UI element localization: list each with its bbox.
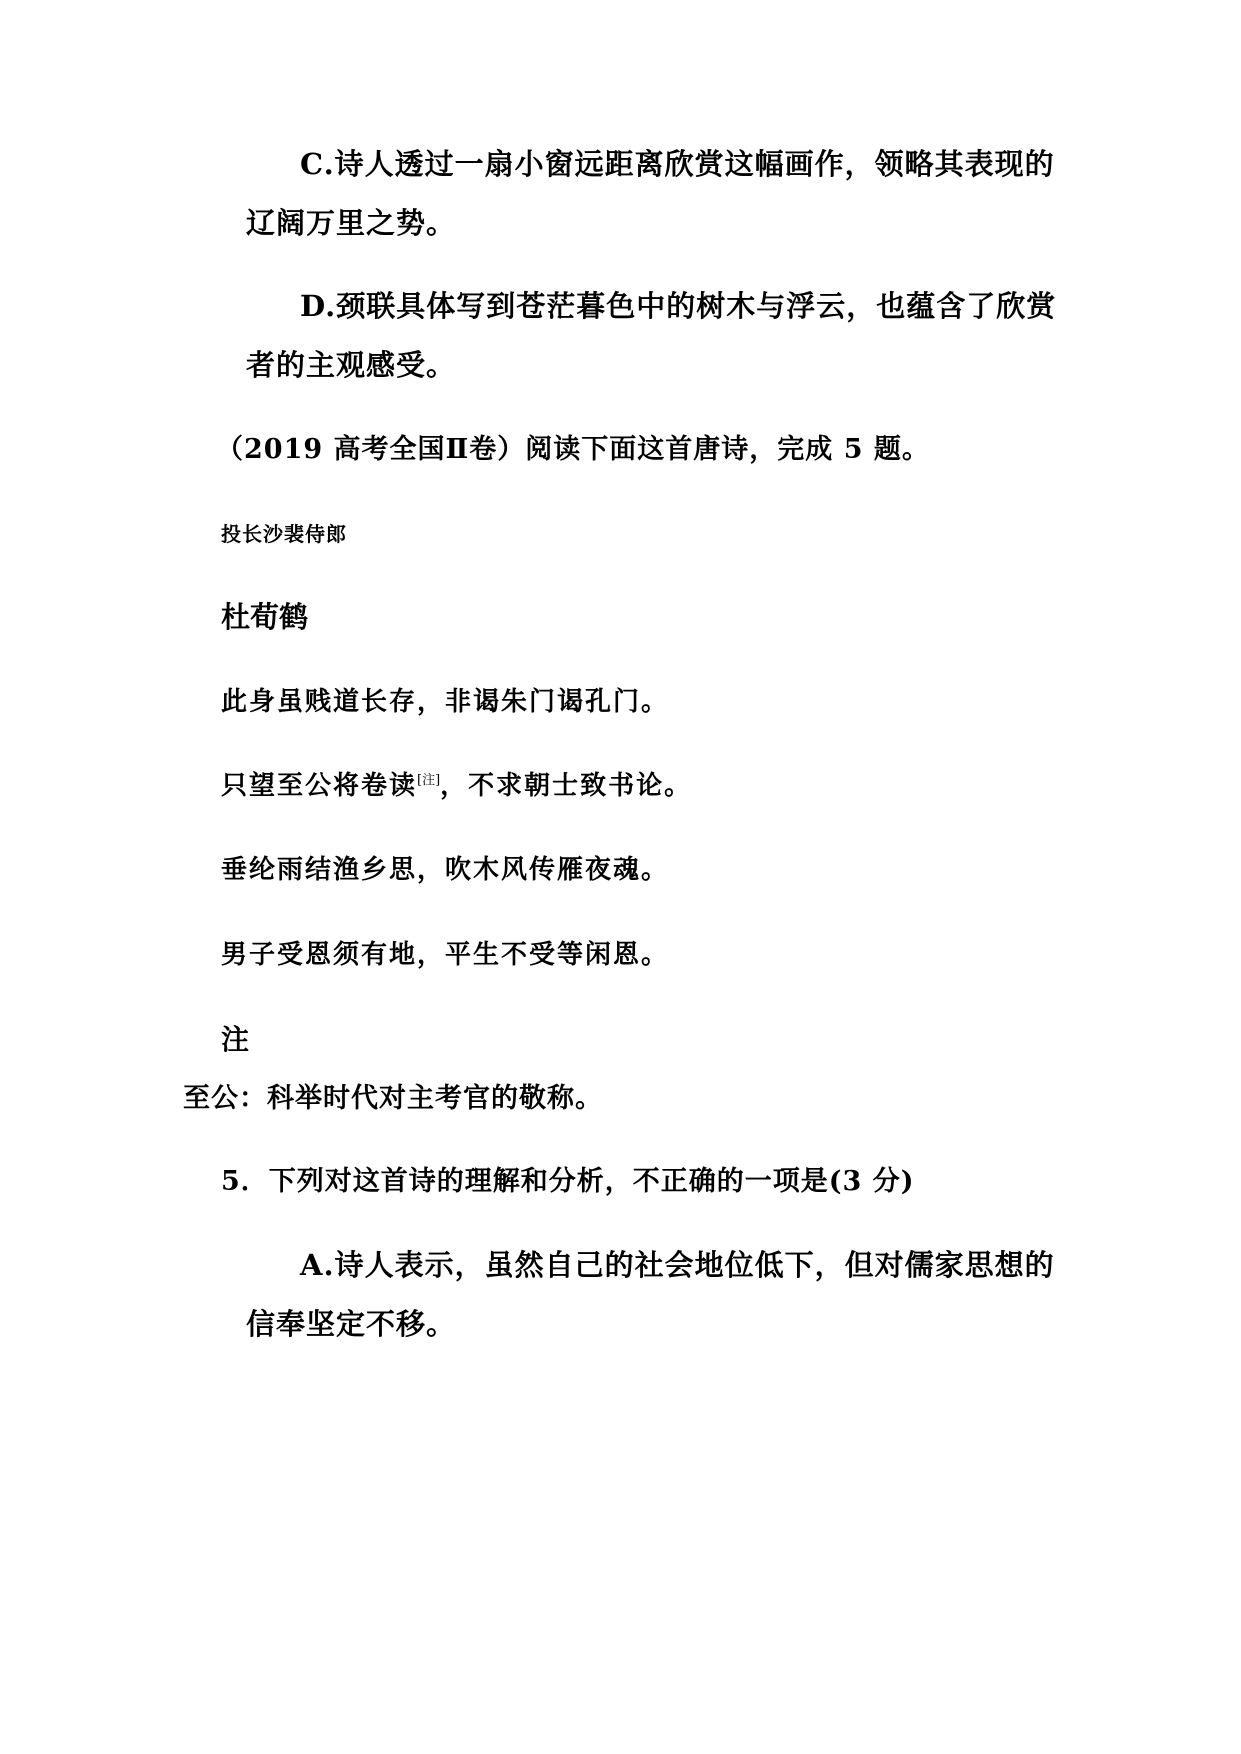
poem-author: 杜荀鹤: [221, 600, 309, 634]
note-label: 注: [221, 1023, 250, 1056]
poem-line-2-start: 只望至公将卷读: [221, 771, 418, 801]
poem-line-2-end: ，不求朝士致书论。: [440, 771, 693, 801]
option-a-line-1: A.诗人表示，虽然自己的社会地位低下，但对儒家思想的: [300, 1248, 1055, 1282]
option-c-line-2: 辽阔万里之势。: [246, 206, 457, 240]
poem-line-3: 垂纶雨结渔乡思，吹木风传雁夜魂。: [221, 855, 670, 885]
section-header: （2019 高考全国Ⅱ卷）阅读下面这首唐诗，完成 5 题。: [216, 434, 930, 465]
option-d-line-2: 者的主观感受。: [246, 348, 457, 382]
poem-line-4: 男子受恩须有地，平生不受等闲恩。: [221, 940, 670, 970]
note-text: 至公：科举时代对主考官的敬称。: [183, 1083, 603, 1114]
note-marker: [注]: [417, 773, 441, 788]
poem-line-2: [221, 773, 692, 799]
option-c-line-1: C.诗人透过一扇小窗远距离欣赏这幅画作，领略其表现的: [300, 147, 1055, 181]
option-d-line-1: D.颈联具体写到苍茫暮色中的树木与浮云，也蕴含了欣赏: [300, 289, 1057, 323]
option-a-line-2: 信奉坚定不移。: [246, 1307, 457, 1341]
poem-line-1: 此身虽贱道长存，非谒朱门谒孔门。: [221, 687, 670, 717]
question-5-stem: 5．下列对这首诗的理解和分析，不正确的一项是(3 分): [221, 1166, 915, 1197]
poem-title: 投长沙裴侍郎: [221, 522, 347, 546]
